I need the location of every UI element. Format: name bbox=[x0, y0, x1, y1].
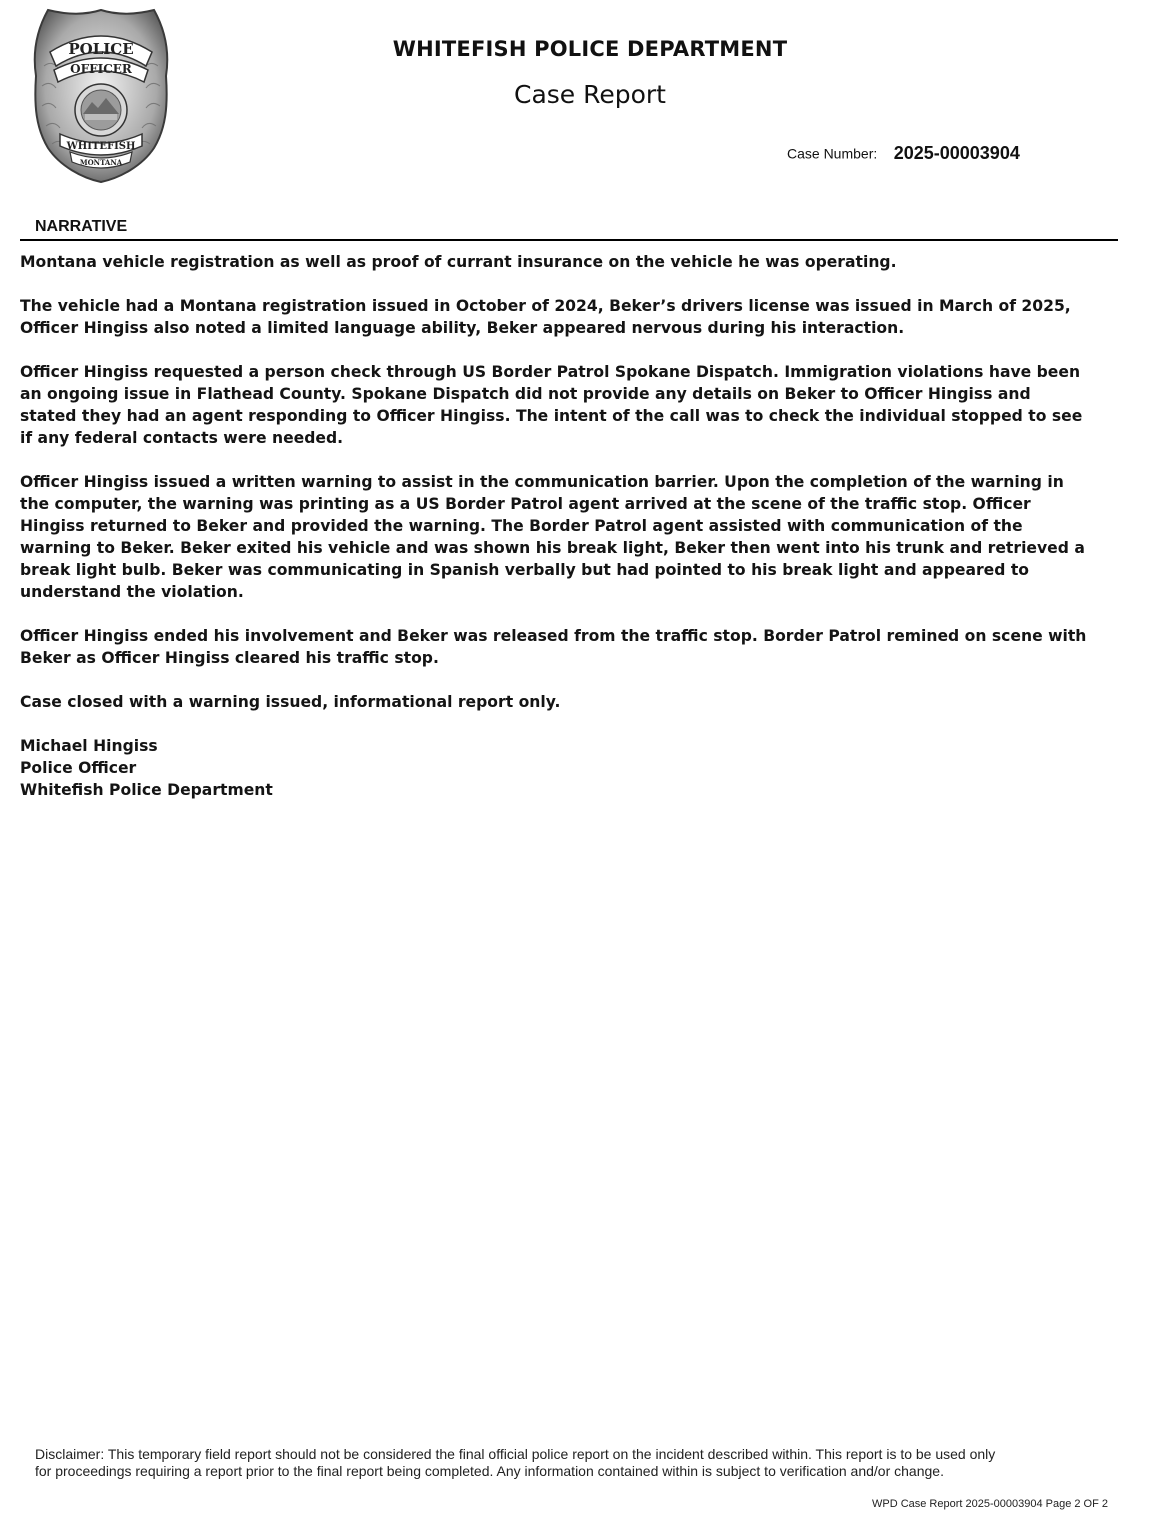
case-number-value: 2025-00003904 bbox=[893, 143, 1020, 163]
narrative-paragraph: Officer Hingiss ended his involvement and Beker was released from the traffic stop. Border Patrol remined on scene with Beker as Officer Hingiss cleared his traffic stop. bbox=[20, 627, 1087, 667]
signature-block bbox=[20, 735, 1110, 801]
signature-department: Whitefish Police Department bbox=[20, 781, 273, 799]
department-title: WHITEFISH POLICE DEPARTMENT bbox=[392, 37, 788, 61]
badge-text-top: POLICE bbox=[68, 40, 134, 58]
narrative-paragraph: Case closed with a warning issued, informational report only. bbox=[20, 693, 561, 711]
badge-text-middle: OFFICER bbox=[70, 62, 132, 76]
case-number-row bbox=[787, 143, 1020, 164]
disclaimer-text: Disclaimer: This temporary field report should not be considered the final official police report on the incident described within. This report is to be used only for proceedings requiring a report prior to the final report being completed. Any information contained within is subject to verification and/or change. bbox=[35, 1446, 996, 1479]
narrative-paragraph: The vehicle had a Montana registration issued in October of 2024, Beker’s drivers license was issued in March of 2025, Officer Hingiss also noted a limited language ability, Beker appeared nervous during his interaction. bbox=[20, 297, 1071, 337]
narrative-paragraph: Officer Hingiss requested a person check through US Border Patrol Spokane Dispatch. Immigration violations have been an ongoing issue in Flathead County. Spokane Dispatch did not provide any details on Beker to Officer Hingiss and stated they had an agent responding to Officer Hingiss. The intent of the call was to check the individual stopped to see if any federal contacts were needed. bbox=[20, 363, 1083, 447]
page-footer: WPD Case Report 2025-00003904 Page 2 OF 2 bbox=[871, 1498, 1108, 1510]
badge-text-city: WHITEFISH bbox=[66, 141, 136, 152]
report-title: Case Report bbox=[513, 80, 666, 109]
narrative-body bbox=[20, 251, 1110, 801]
badge-text-state: MONTANA bbox=[79, 158, 123, 167]
signature-title: Police Officer bbox=[20, 759, 137, 777]
narrative-heading: NARRATIVE bbox=[35, 218, 128, 235]
section-divider bbox=[20, 239, 1118, 241]
signature-name: Michael Hingiss bbox=[20, 737, 158, 755]
narrative-paragraph: Officer Hingiss issued a written warning to assist in the communication barrier. Upon the completion of the warning in the computer, the warning was printing as a US Border Patrol agent arrived at the scene of the traffic stop. Officer Hingiss returned to Beker and provided the warning. The Border Patrol agent assisted with communication of the warning to Beker. Beker exited his vehicle and was shown his break light, Beker then went into his trunk and retrieved a break light bulb. Beker was communicating in Spanish verbally but had pointed to his break light and appeared to understand the violation. bbox=[20, 473, 1085, 601]
case-number-label: Case Number: bbox=[787, 145, 878, 162]
narrative-paragraph: Montana vehicle registration as well as proof of currant insurance on the vehicle he was operating. bbox=[20, 253, 897, 271]
